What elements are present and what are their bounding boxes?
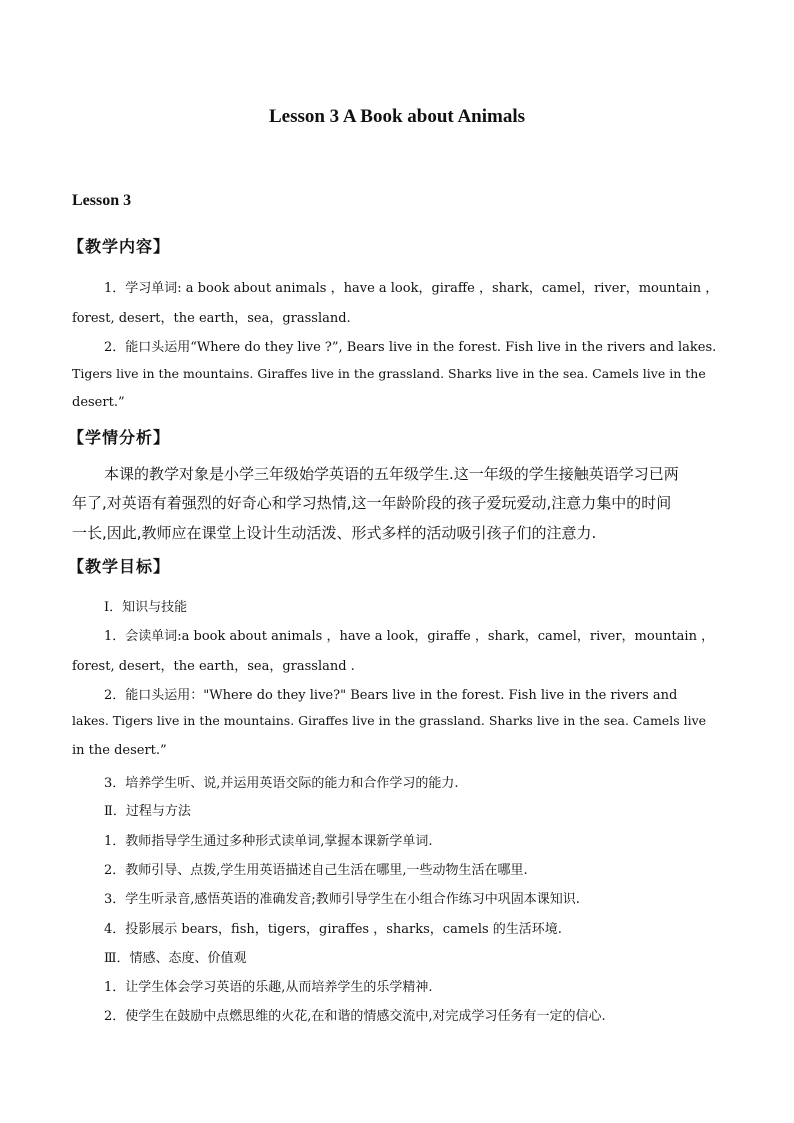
goals-line: 1．会读单词:a book about animals ，have a look，giraffe ，shark，camel，river，mountain ， — [104, 629, 715, 644]
content-line: desert.” — [72, 395, 125, 410]
analysis-line: 本课的教学对象是小学三年级始学英语的五年级学生.这一年级的学生接触英语学习已两 — [104, 465, 679, 483]
content-line: Tigers live in the mountains. Giraffes live in the grassland. Sharks live in the sea. Camels live in the — [72, 366, 706, 381]
section-heading-analysis: 【学情分析】 — [68, 428, 171, 447]
goals-subheading: Ⅲ．情感、态度、价值观 — [104, 951, 247, 966]
goals-line: lakes. Tigers live in the mountains. Giraffes live in the grassland. Sharks live in the sea. Camels live — [72, 713, 707, 728]
goals-line: 3．培养学生听、说,并运用英语交际的能力和合作学习的能力. — [104, 776, 459, 791]
goals-line: 3．学生听录音,感悟英语的准确发音;教师引导学生在小组合作练习中巩固本课知识. — [104, 892, 580, 907]
goals-line: 2．教师引导、点拨,学生用英语描述自己生活在哪里,一些动物生活在哪里. — [104, 863, 528, 878]
document-title: Lesson 3 A Book about Animals — [268, 106, 526, 127]
goals-line: 1．让学生体会学习英语的乐趣,从而培养学生的乐学精神. — [104, 980, 433, 995]
goals-line: 2．能口头运用："Where do they live?" Bears live in the forest. Fish live in the rivers and — [104, 688, 678, 703]
goals-line: 4．投影展示 bears，fish，tigers，giraffes ，sharks，camels 的生活环境. — [104, 922, 562, 937]
goals-line: in the desert.” — [72, 743, 167, 758]
content-line: forest, desert，the earth，sea，grassland. — [72, 311, 351, 326]
goals-subheading: Ⅱ．过程与方法 — [104, 804, 191, 819]
content-line: 1．学习单词: a book about animals ，have a look，giraffe ，shark，camel，river，mountain ， — [104, 281, 719, 296]
goals-line: 2．使学生在鼓励中点燃思维的火花,在和谐的情感交流中,对完成学习任务有一定的信心. — [104, 1009, 606, 1024]
analysis-line: 年了,对英语有着强烈的好奇心和学习热情,这一年龄阶段的孩子爱玩爱动,注意力集中的时间 — [72, 494, 672, 512]
content-line: 2．能口头运用“Where do they live ?”, Bears live in the forest. Fish live in the rivers and lakes. — [104, 340, 717, 355]
goals-subheading: Ⅰ．知识与技能 — [104, 600, 188, 615]
analysis-line: 一长,因此,教师应在课堂上设计生动活泼、形式多样的活动吸引孩子们的注意力. — [72, 524, 597, 542]
section-heading-goals: 【教学目标】 — [68, 557, 171, 576]
goals-line: forest, desert，the earth，sea，grassland . — [72, 659, 355, 674]
lesson-label: Lesson 3 — [72, 192, 132, 209]
section-heading-content: 【教学内容】 — [68, 237, 171, 256]
goals-line: 1．教师指导学生通过多种形式读单词,掌握本课新学单词. — [104, 834, 433, 849]
